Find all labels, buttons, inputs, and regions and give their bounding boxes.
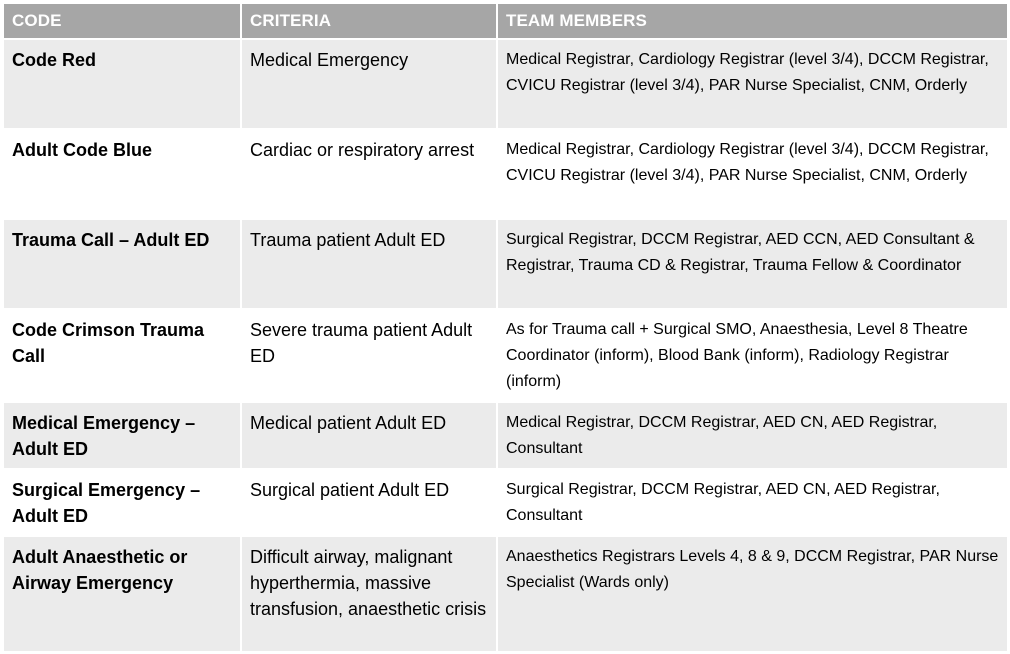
team-members-cell: Anaesthetics Registrars Levels 4, 8 & 9, DCCM Registrar, PAR Nurse Specialist (Wards only) [497, 536, 1008, 652]
column-header-criteria: CRITERIA [241, 3, 497, 39]
header-row [3, 3, 1008, 39]
table-row [3, 469, 1008, 536]
code-cell: Code Crimson Trauma Call [3, 309, 241, 402]
code-cell: Adult Code Blue [3, 129, 241, 219]
criteria-cell: Surgical patient Adult ED [241, 469, 497, 536]
team-members-cell: Medical Registrar, Cardiology Registrar (level 3/4), DCCM Registrar, CVICU Registrar (level 3/4), PAR Nurse Specialist, CNM, Orderly [497, 129, 1008, 219]
table-row [3, 536, 1008, 652]
criteria-cell: Medical patient Adult ED [241, 402, 497, 469]
criteria-cell: Medical Emergency [241, 39, 497, 129]
column-header-code: CODE [3, 3, 241, 39]
team-members-cell: Medical Registrar, DCCM Registrar, AED CN, AED Registrar, Consultant [497, 402, 1008, 469]
team-members-cell: Surgical Registrar, DCCM Registrar, AED CN, AED Registrar, Consultant [497, 469, 1008, 536]
criteria-cell: Severe trauma patient Adult ED [241, 309, 497, 402]
table-row [3, 309, 1008, 402]
team-members-cell: Surgical Registrar, DCCM Registrar, AED CCN, AED Consultant & Registrar, Trauma CD & Registrar, Trauma Fellow & Coordinator [497, 219, 1008, 309]
column-header-team-members: TEAM MEMBERS [497, 3, 1008, 39]
table-row [3, 129, 1008, 219]
code-cell: Surgical Emergency – Adult ED [3, 469, 241, 536]
team-members-cell: As for Trauma call + Surgical SMO, Anaesthesia, Level 8 Theatre Coordinator (inform), Blood Bank (inform), Radiology Registrar (inform) [497, 309, 1008, 402]
code-cell: Code Red [3, 39, 241, 129]
table-row [3, 219, 1008, 309]
code-cell: Medical Emergency – Adult ED [3, 402, 241, 469]
team-members-cell: Medical Registrar, Cardiology Registrar (level 3/4), DCCM Registrar, CVICU Registrar (level 3/4), PAR Nurse Specialist, CNM, Orderly [497, 39, 1008, 129]
emergency-codes-table [2, 2, 1009, 653]
criteria-cell: Trauma patient Adult ED [241, 219, 497, 309]
criteria-cell: Cardiac or respiratory arrest [241, 129, 497, 219]
table-row [3, 39, 1008, 129]
code-cell: Adult Anaesthetic or Airway Emergency [3, 536, 241, 652]
code-cell: Trauma Call – Adult ED [3, 219, 241, 309]
criteria-cell: Difficult airway, malignant hyperthermia, massive transfusion, anaesthetic crisis [241, 536, 497, 652]
emergency-codes-table-container [2, 2, 1009, 653]
table-row [3, 402, 1008, 469]
